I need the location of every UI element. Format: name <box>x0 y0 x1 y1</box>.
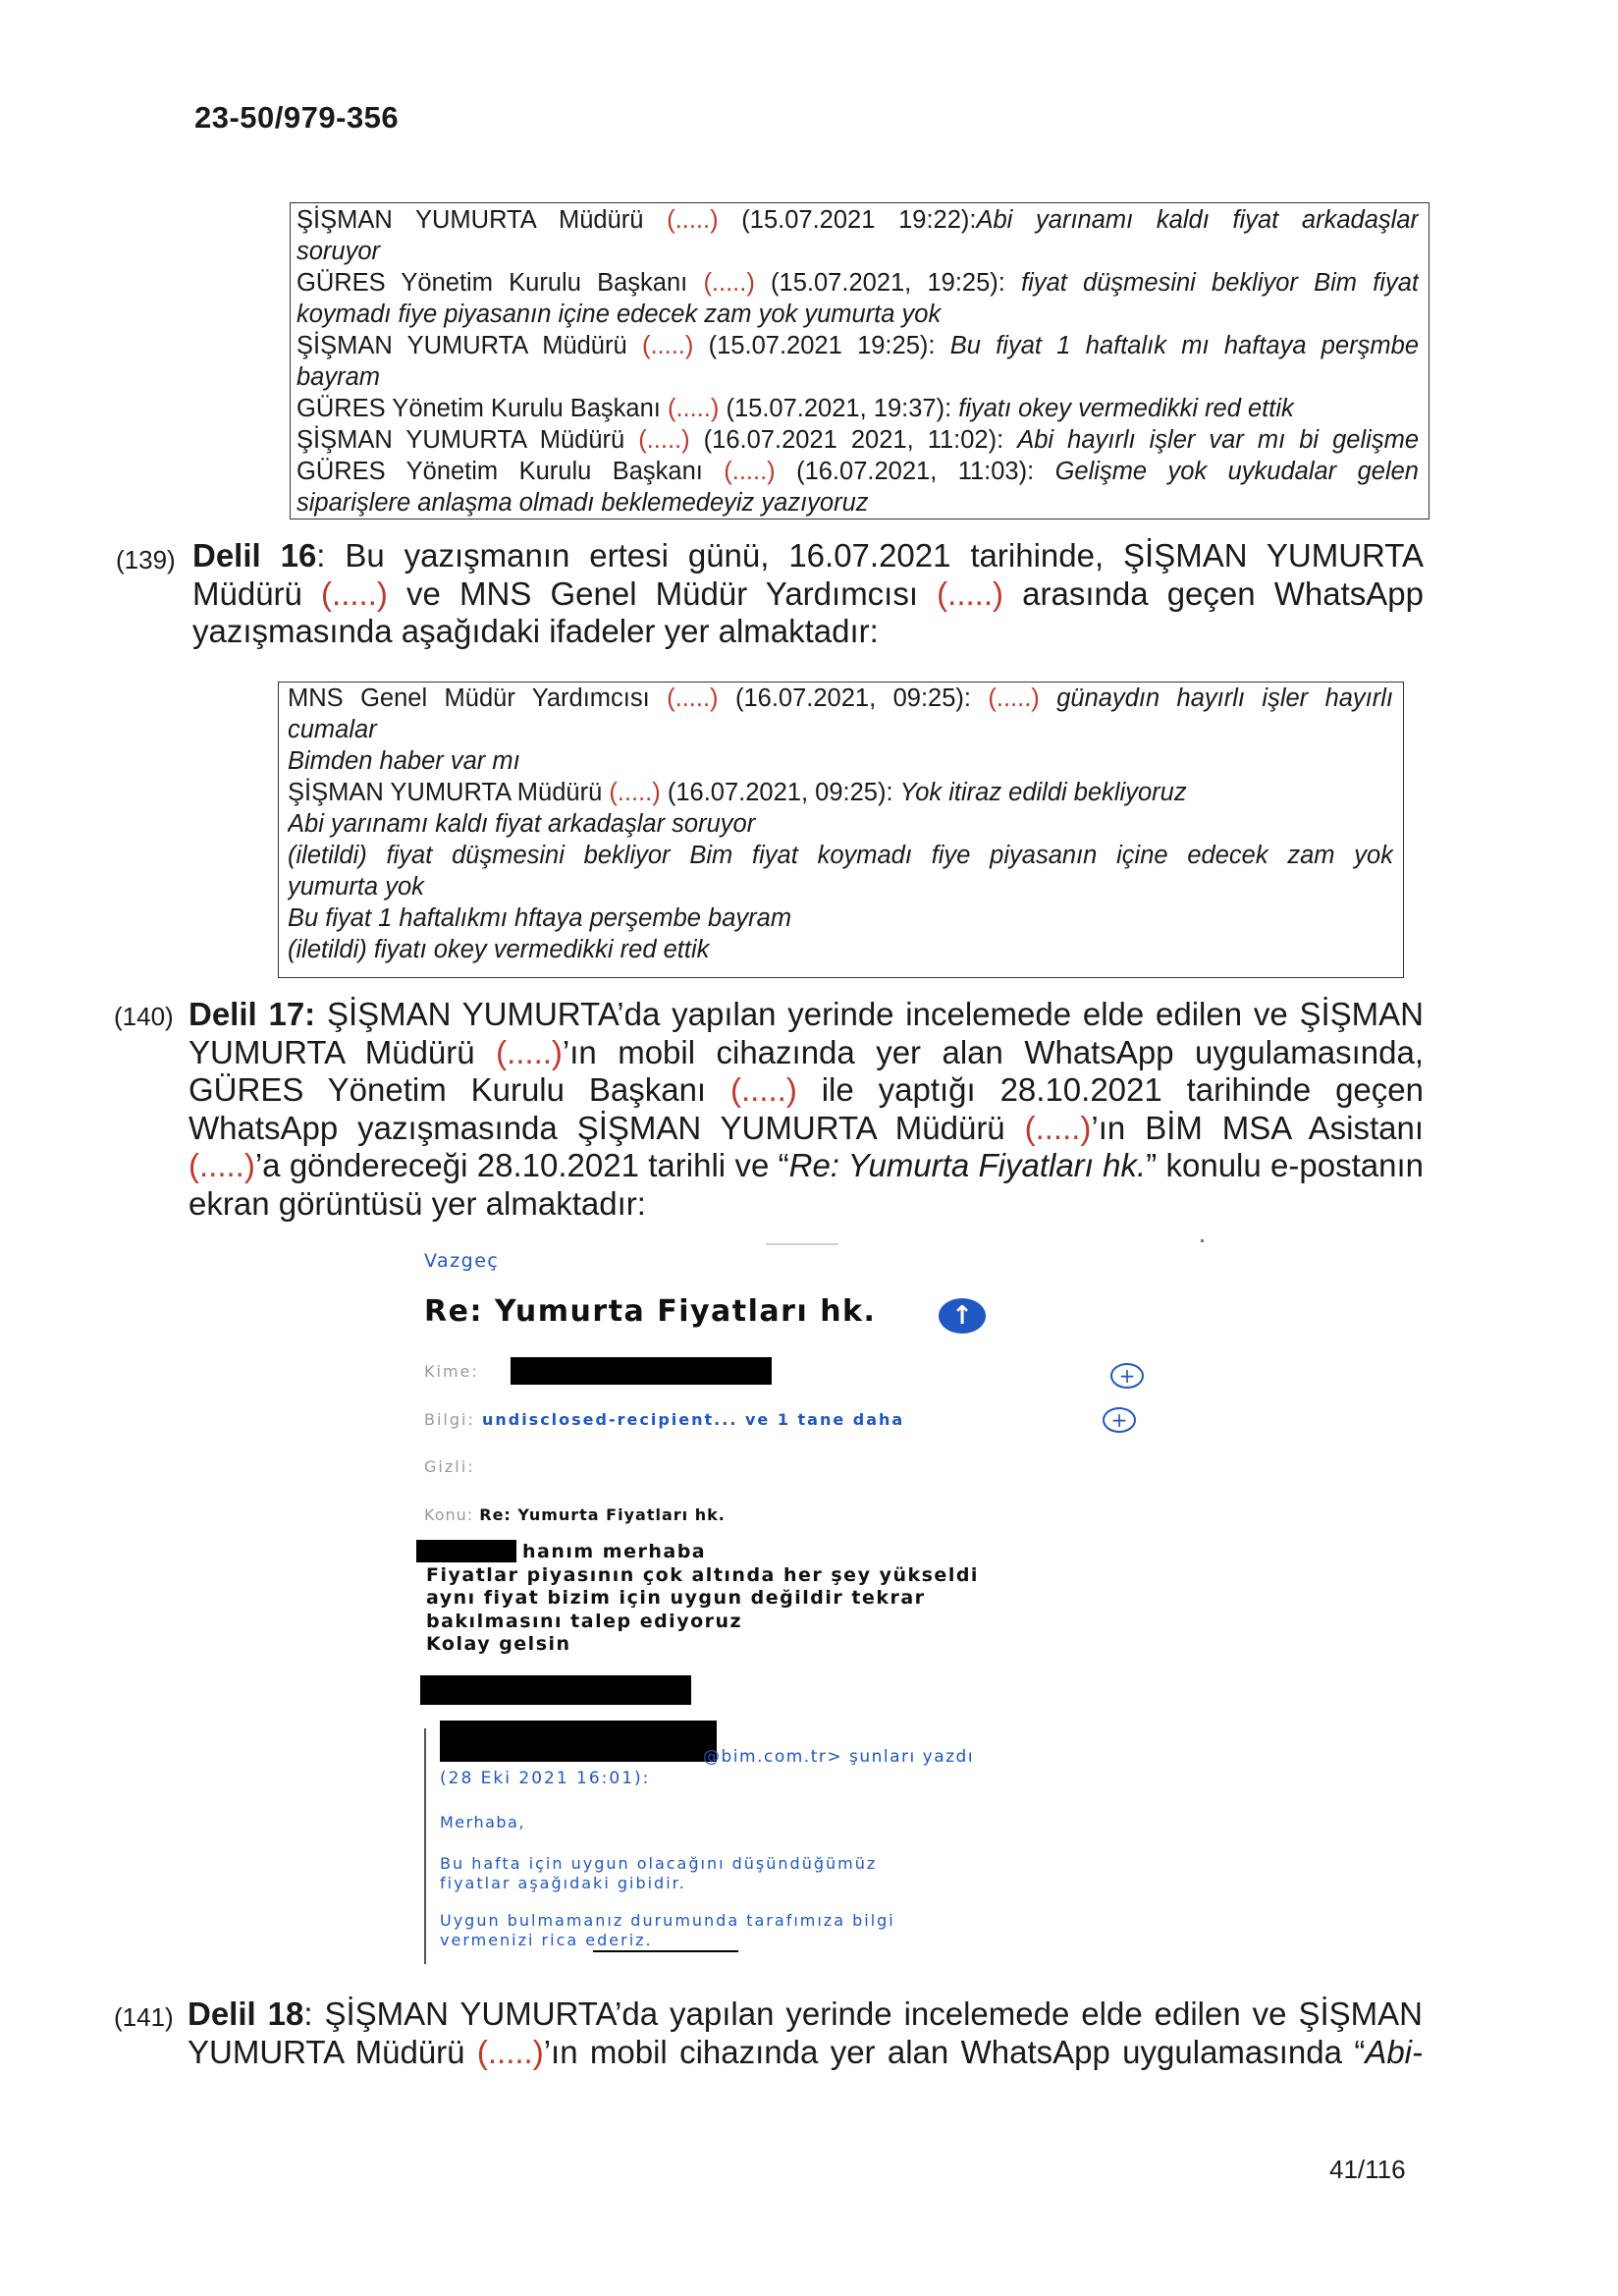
redaction-marker: (.....) <box>321 574 388 612</box>
paragraph-140 <box>189 996 1424 1223</box>
speaker-text: GÜRES Yönetim Kurulu Başkanı <box>297 395 668 422</box>
speaker-text: (15.07.2021, 19:37): <box>719 395 959 422</box>
message-text: fiyat düşmesini bekliyor Bim fiyat <box>1021 269 1419 297</box>
quote-line <box>297 299 1419 330</box>
quote-line <box>297 204 1419 236</box>
redaction-marker: (.....) <box>730 1071 797 1108</box>
quoted-line: vermenizi rica ederiz. <box>440 1931 653 1949</box>
redaction-marker: (.....) <box>667 395 720 422</box>
quote-line <box>288 871 1393 902</box>
message-text: (iletildi) fiyat düşmesini bekliyor Bim fiyat koymadı fiye piyasanın içine edecek zam yok <box>288 842 1393 869</box>
quoted-line: Bu hafta için uygun olacağını düşündüğümüz <box>440 1854 878 1873</box>
message-text: bayram <box>297 363 381 391</box>
message-text: Bu fiyat 1 haftalık mı haftaya perşmbe <box>949 332 1419 359</box>
bcc-label: Gizli: <box>424 1457 475 1476</box>
paragraph-line <box>189 1071 1424 1110</box>
redaction-marker: (.....) <box>609 779 661 806</box>
paragraph-text: yazışmasında aşağıdaki ifadeler yer almaktadır: <box>192 613 879 649</box>
redaction-marker: (.....) <box>988 684 1040 712</box>
redaction-marker: (.....) <box>703 269 755 297</box>
paragraph-141 <box>188 1995 1423 2071</box>
evidence-label: Delil 17: <box>189 996 316 1032</box>
redaction-marker: (.....) <box>638 426 690 454</box>
quote-line <box>288 840 1393 871</box>
message-text: soruyor <box>297 238 381 265</box>
quote-line <box>297 267 1419 299</box>
scan-mark <box>766 1243 838 1245</box>
message-text: Abi yarınamı kaldı fiyat arkadaşlar <box>976 206 1419 234</box>
page-number: 41/116 <box>1329 2155 1406 2184</box>
quote-line <box>288 683 1393 714</box>
paragraph-text: YUMURTA Müdürü <box>188 2033 477 2070</box>
redaction-marker: (.....) <box>641 332 694 359</box>
paragraph-text: ve MNS Genel Müdür Yardımcısı <box>387 574 938 612</box>
quoted-paragraph-2 <box>440 1911 895 1950</box>
message-text: Abi hayırlı işler var mı bi gelişme <box>1017 426 1419 454</box>
redaction-marker: (.....) <box>496 1033 563 1070</box>
redaction-marker: (.....) <box>937 574 1003 612</box>
quoted-line: fiyatlar aşağıdaki gibidir. <box>440 1874 686 1892</box>
speaker-text: GÜRES Yönetim Kurulu Başkanı <box>297 269 704 297</box>
send-arrow-icon[interactable]: ↑ <box>939 1298 986 1334</box>
paragraph-text: ’ın mobil cihazında yer alan WhatsApp uygulamasında “ <box>543 2033 1366 2070</box>
paragraph-text: ’ın BİM MSA Asistanı <box>1091 1109 1424 1146</box>
email-screenshot <box>410 1230 1196 1964</box>
message-text: siparişlere anlaşma olmadı beklemedeyiz yazıyoruz <box>297 489 869 517</box>
paragraph-text: YUMURTA Müdürü <box>189 1033 497 1070</box>
message-text: Bimden haber var mı <box>288 747 520 775</box>
whatsapp-quote-box-1 <box>290 202 1429 519</box>
cc-row <box>424 1410 904 1429</box>
paragraph-text: ŞİŞMAN YUMURTA’da yapılan yerinde incelemede elde edilen ve ŞİŞMAN <box>315 996 1425 1032</box>
speaker-text: (15.07.2021 19:25): <box>693 332 950 359</box>
redaction-marker: (.....) <box>667 206 719 234</box>
subject-row <box>424 1505 726 1524</box>
paragraph-line <box>189 1185 1424 1224</box>
paragraph-line <box>192 575 1424 614</box>
body-line: aynı fiyat bizim için uygun değildir tekrar <box>426 1587 926 1609</box>
speaker-text: (15.07.2021 19:22): <box>718 206 977 234</box>
paragraph-line <box>188 2034 1423 2072</box>
quoted-sender-line: @bim.com.tr> şunları yazdı <box>703 1747 975 1767</box>
quote-line <box>288 902 1393 934</box>
message-text: günaydın hayırlı işler hayırlı <box>1039 684 1393 712</box>
speaker-text: (16.07.2021, 09:25): <box>660 779 900 806</box>
body-line: Fiyatlar piyasının çok altında her şey yükseldi <box>426 1563 979 1586</box>
scan-mark <box>1201 1239 1204 1242</box>
cc-recipients[interactable]: undisclosed-recipient... ve 1 tane daha <box>481 1410 905 1429</box>
add-cc-icon[interactable]: + <box>1103 1407 1136 1433</box>
paragraph-number-140: (140) <box>114 1002 174 1031</box>
cancel-link[interactable]: Vazgeç <box>424 1250 500 1272</box>
redaction-marker: (.....) <box>189 1147 255 1183</box>
speaker-text: GÜRES Yönetim Kurulu Başkanı <box>297 458 725 485</box>
speaker-text: ŞİŞMAN YUMURTA Müdürü <box>288 779 610 806</box>
email-body <box>426 1541 979 1657</box>
message-text: Abi yarınamı kaldı fiyat arkadaşlar soruyor <box>288 810 756 838</box>
redaction-marker: (.....) <box>1024 1109 1092 1146</box>
paragraph-text: arasında geçen WhatsApp <box>1003 574 1424 612</box>
cc-label: Bilgi: <box>424 1410 475 1429</box>
paragraph-number-141: (141) <box>114 2002 174 2032</box>
quoted-greeting: Merhaba, <box>440 1813 525 1831</box>
redaction-marker: (.....) <box>724 458 776 485</box>
redacted-sender <box>440 1721 717 1762</box>
paragraph-139 <box>192 537 1424 651</box>
message-text: Gelişme yok uykudalar gelen <box>1054 458 1419 485</box>
redaction-marker: (.....) <box>667 684 719 712</box>
paragraph-text: ” konulu e-postanın <box>1146 1147 1424 1183</box>
body-line: bakılmasını talep ediyoruz <box>426 1610 743 1632</box>
paragraph-line <box>192 613 1424 651</box>
redaction-marker: (.....) <box>476 2033 544 2070</box>
underline-mark <box>593 1950 738 1952</box>
subject-value: Re: Yumurta Fiyatları hk. <box>479 1505 726 1524</box>
paragraph-text: : ŞİŞMAN YUMURTA’da yapılan yerinde incelemede elde edilen ve ŞİŞMAN <box>303 1995 1423 2032</box>
body-line: hanım merhaba <box>522 1541 707 1562</box>
speaker-text: (16.07.2021 2021, 11:02): <box>689 426 1018 454</box>
quote-line <box>288 934 1393 965</box>
body-line: Kolay gelsin <box>426 1633 571 1655</box>
message-text: cumalar <box>288 716 377 743</box>
quoted-line: Uygun bulmamanız durumunda tarafımıza bilgi <box>440 1911 895 1930</box>
speaker-text: MNS Genel Müdür Yardımcısı <box>288 684 668 712</box>
paragraph-line <box>189 1110 1424 1148</box>
speaker-text: ŞİŞMAN YUMURTA Müdürü <box>297 332 642 359</box>
message-text: (iletildi) fiyatı okey vermedikki red ettik <box>288 936 710 963</box>
quote-line <box>288 745 1393 777</box>
paragraph-text: ekran görüntüsü yer almaktadır: <box>189 1184 646 1222</box>
quote-line <box>297 393 1419 424</box>
redacted-recipient <box>511 1357 772 1385</box>
paragraph-text: ile yaptığı 28.10.2021 tarihinde geçen <box>796 1071 1424 1108</box>
paragraph-line <box>189 1147 1424 1185</box>
speaker-text: (16.07.2021, 11:03): <box>775 458 1055 485</box>
paragraph-number-139: (139) <box>116 545 176 574</box>
whatsapp-quote-box-2 <box>278 682 1404 978</box>
quote-line <box>297 236 1419 267</box>
quoted-paragraph-1 <box>440 1854 877 1893</box>
quote-line <box>297 330 1419 361</box>
speaker-text: (16.07.2021, 09:25): <box>718 684 989 712</box>
evidence-label: Delil 16 <box>192 537 317 574</box>
quote-line <box>297 456 1419 487</box>
quote-line <box>288 714 1393 745</box>
paragraph-line <box>189 996 1424 1034</box>
paragraph-text: : Bu yazışmanın ertesi günü, 16.07.2021 tarihinde, ŞİŞMAN YUMURTA <box>316 537 1424 574</box>
message-text: fiyatı okey vermedikki red ettik <box>958 395 1294 422</box>
quote-line <box>297 487 1419 519</box>
speaker-text: ŞİŞMAN YUMURTA Müdürü <box>297 426 639 454</box>
paragraph-line <box>188 1995 1423 2034</box>
quote-line <box>288 808 1393 840</box>
paragraph-text: ’a göndereceği 28.10.2021 tarihli ve “ <box>254 1147 789 1183</box>
quote-line <box>297 361 1419 393</box>
quote-line <box>288 777 1393 808</box>
add-recipient-icon[interactable]: + <box>1110 1363 1144 1389</box>
evidence-label: Delil 18 <box>188 1995 304 2032</box>
document-reference-number: 23-50/979-356 <box>194 100 400 135</box>
email-subject-reference: Re: Yumurta Fiyatları hk. <box>788 1147 1147 1183</box>
speaker-text: (15.07.2021, 19:25): <box>754 269 1022 297</box>
paragraph-line <box>189 1034 1424 1072</box>
message-text: yumurta yok <box>288 873 424 901</box>
message-text: Bu fiyat 1 haftalıkmı hftaya perşembe bayram <box>288 904 792 932</box>
paragraph-text: GÜRES Yönetim Kurulu Başkanı <box>189 1071 730 1108</box>
paragraph-text: WhatsApp yazışmasında ŞİŞMAN YUMURTA Müdürü <box>189 1109 1025 1146</box>
paragraph-line <box>192 537 1424 575</box>
speaker-text: ŞİŞMAN YUMURTA Müdürü <box>297 206 668 234</box>
redacted-signature <box>420 1675 691 1705</box>
paragraph-text: Abi- <box>1365 2033 1423 2070</box>
email-subject-title: Re: Yumurta Fiyatları hk. <box>424 1294 877 1329</box>
paragraph-text: ’ın mobil cihazında yer alan WhatsApp uygulamasında, <box>562 1033 1424 1070</box>
quote-bar <box>424 1728 426 1964</box>
paragraph-text: Müdürü <box>192 574 322 612</box>
message-text: Yok itiraz edildi bekliyoruz <box>899 779 1187 806</box>
quoted-date: (28 Eki 2021 16:01): <box>440 1769 651 1788</box>
to-label: Kime: <box>424 1362 479 1381</box>
quote-line <box>297 424 1419 456</box>
message-text: koymadı fiye piyasanın içine edecek zam yok yumurta yok <box>297 301 942 328</box>
subject-label: Konu: <box>424 1505 474 1524</box>
